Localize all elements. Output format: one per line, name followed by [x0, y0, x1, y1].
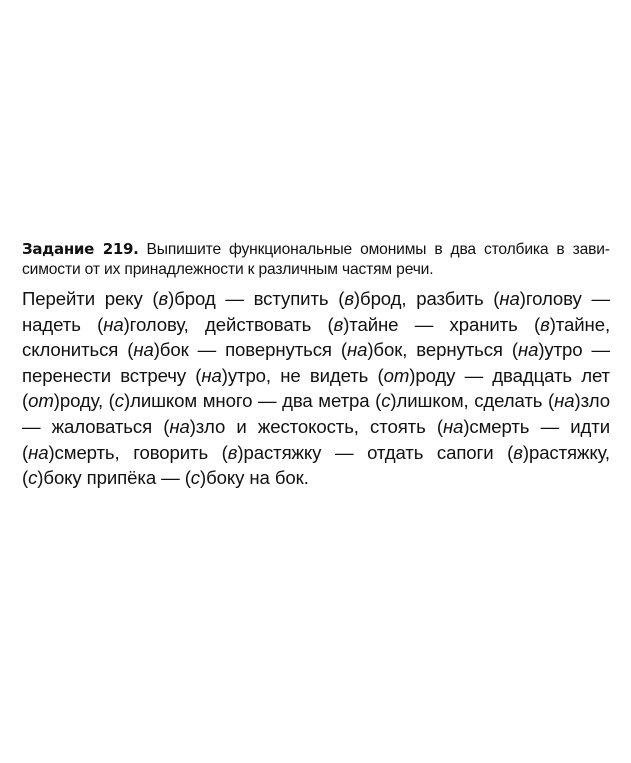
- prefix-italic: в: [158, 288, 169, 309]
- prefix-italic: в: [513, 441, 523, 463]
- text-segment: )боку припёка — (: [37, 467, 191, 489]
- text-segment: Перейти реку (: [22, 288, 159, 309]
- prefix-italic: в: [227, 441, 238, 463]
- prefix-italic: на: [169, 415, 190, 437]
- task-body: [22, 286, 610, 491]
- text-segment: )утро — перенести встречу (: [22, 339, 611, 386]
- prefix-italic: от: [28, 390, 54, 412]
- text-segment: )тайне — хранить (: [343, 313, 541, 335]
- text-segment: )роду, (: [53, 390, 115, 412]
- prefix-italic: с: [190, 467, 200, 489]
- prefix-italic: на: [517, 339, 539, 361]
- prefix-italic: на: [499, 288, 520, 309]
- text-segment: )тайне, склониться (: [22, 313, 611, 361]
- prefix-italic: на: [346, 339, 368, 361]
- text-segment: )утро, не видеть (: [221, 364, 384, 386]
- prefix-italic: на: [103, 313, 124, 335]
- prefix-italic: от: [383, 364, 410, 386]
- prefix-italic: в: [333, 313, 344, 335]
- prefix-italic: на: [442, 415, 464, 437]
- prefix-italic: на: [201, 364, 222, 386]
- prefix-italic: в: [344, 288, 354, 309]
- text-segment: )растяжку, (: [22, 441, 610, 489]
- text-segment: )бок — повернуться (: [153, 339, 347, 361]
- text-segment: )бок, вернуться (: [367, 339, 518, 361]
- text-segment: )лишком, сделать (: [390, 390, 555, 412]
- prefix-italic: с: [28, 467, 38, 489]
- text-segment: )зло — жаловаться (: [22, 390, 610, 437]
- prefix-italic: с: [381, 390, 391, 412]
- task-header: [22, 239, 610, 280]
- text-segment: )роду — двадцать лет (: [22, 364, 610, 412]
- task-title: Задание 219.: [22, 240, 139, 258]
- text-segment: )зло и жестокость, стоять (: [189, 415, 443, 437]
- text-segment: )голову — надеть (: [22, 288, 610, 335]
- text-segment: )брод, разбить (: [353, 288, 500, 309]
- text-segment: )растяжку — отдать сапоги (: [237, 441, 514, 463]
- text-segment: )голову, действовать (: [123, 313, 334, 335]
- text-segment: )смерть — идти (: [22, 415, 610, 463]
- text-segment: )лишком много — два метра (: [123, 390, 382, 412]
- prefix-italic: на: [133, 339, 154, 361]
- text-segment: )боку на бок.: [200, 467, 309, 489]
- task-instruction: Выпишите функциональные омонимы в два столбика в зависимости от их принадлежности к различным частям речи.: [22, 241, 610, 278]
- prefix-italic: на: [554, 390, 575, 412]
- text-segment: )смерть, говорить (: [48, 441, 228, 463]
- prefix-italic: на: [28, 441, 49, 463]
- prefix-italic: с: [114, 390, 124, 412]
- prefix-italic: в: [540, 313, 550, 335]
- text-segment: )брод — вступить (: [168, 288, 345, 309]
- task-block: [22, 239, 610, 491]
